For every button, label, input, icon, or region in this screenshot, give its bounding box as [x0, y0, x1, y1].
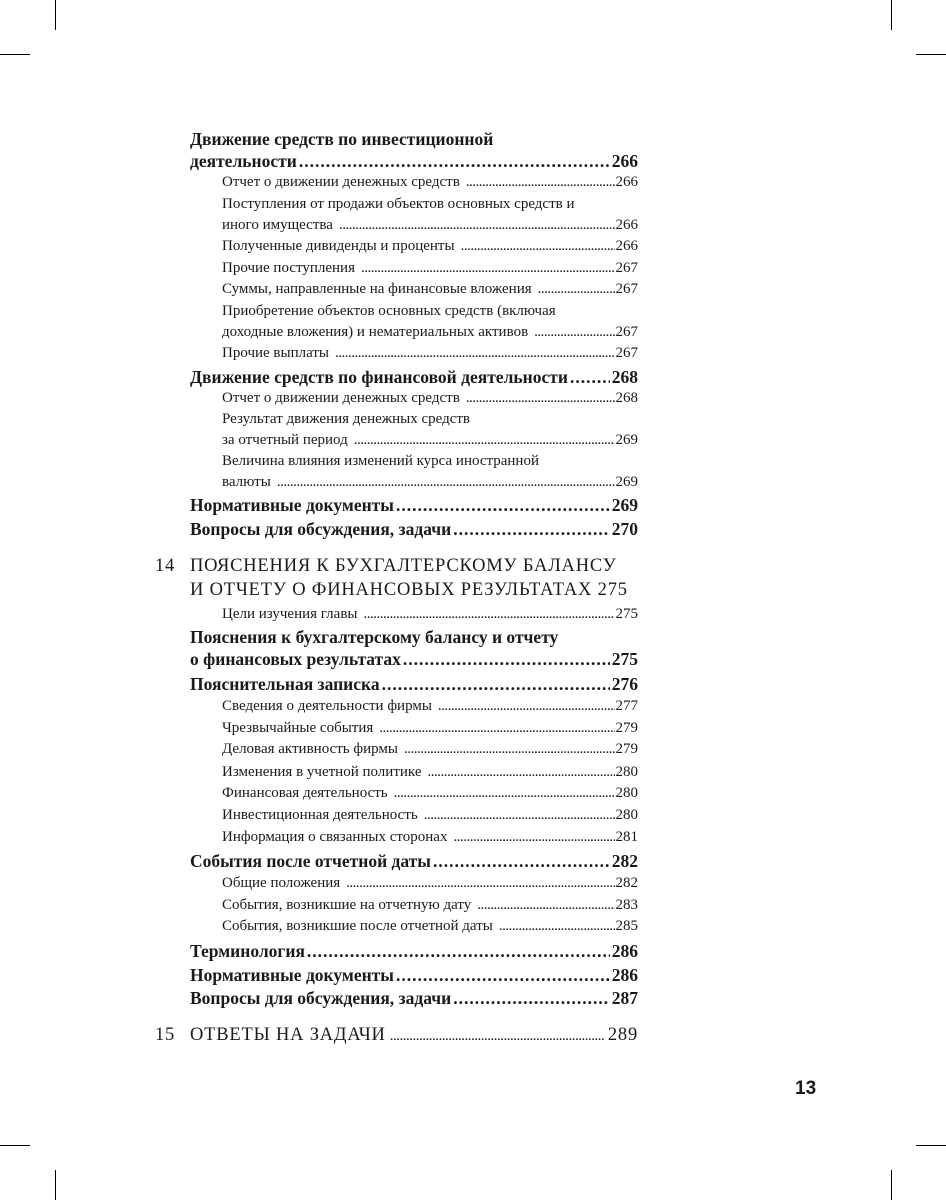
dot-leader	[534, 322, 614, 343]
toc-chapter-15[interactable]	[155, 1023, 638, 1047]
toc-subsection-events-after-date[interactable]	[222, 916, 638, 937]
toc-entry-title: Инвестиционная деятельность	[222, 807, 418, 823]
crop-mark-bottom-right	[891, 1170, 892, 1200]
toc-subsection-other-payments[interactable]	[222, 343, 638, 364]
toc-entry-title: о финансовых результатах	[190, 649, 401, 669]
toc-entry-title: События, возникшие на отчетную дату	[222, 897, 472, 913]
toc-entry-title: Деловая активность фирмы	[222, 741, 398, 757]
toc-page-number: 266	[611, 151, 638, 171]
toc-entry-title: Результат движения денежных средств	[222, 411, 471, 427]
crop-mark-right-bottom	[916, 1145, 946, 1146]
toc-chapter-14[interactable]	[155, 554, 638, 602]
chapter-title: И ОТЧЕТУ О ФИНАНСОВЫХ РЕЗУЛЬТАТАХ	[190, 580, 593, 600]
toc-page-number: 287	[611, 988, 638, 1008]
toc-page-number: 275	[611, 649, 638, 669]
dot-leader	[307, 940, 610, 962]
toc-page-number: 281	[615, 829, 638, 845]
toc-page-number: 267	[615, 260, 638, 276]
toc-page-number: 267	[615, 345, 638, 361]
dot-leader	[453, 827, 614, 848]
toc-entry-title: Изменения в учетной политике	[222, 764, 422, 780]
toc-subsection-proceeds-from-sale[interactable]	[222, 194, 638, 236]
toc-subsection-cash-flow-report[interactable]	[222, 172, 638, 193]
toc-entry-title: Вопросы для обсуждения, задачи	[190, 988, 452, 1008]
toc-section-terminology[interactable]	[190, 940, 638, 962]
dot-leader	[396, 964, 610, 986]
toc-page-number: 280	[615, 764, 638, 780]
toc-section-questions[interactable]	[190, 518, 638, 540]
toc-entry-title: Финансовая деятельность	[222, 785, 388, 801]
dot-leader	[461, 236, 615, 257]
toc-entry-title: Приобретение объектов основных средств (включая	[222, 303, 556, 319]
toc-page-number: 282	[611, 851, 638, 871]
dot-leader	[438, 696, 615, 717]
dot-leader	[361, 258, 615, 279]
toc-entry-title: Нормативные документы	[190, 965, 394, 985]
dot-leader	[346, 873, 614, 894]
dot-leader	[335, 343, 615, 364]
toc-entry-title: Суммы, направленные на финансовые вложения	[222, 281, 532, 297]
dot-leader	[299, 150, 610, 172]
toc-subsection-financial-investments[interactable]	[222, 279, 638, 300]
toc-page-number: 279	[615, 720, 638, 736]
toc-subsection-related-parties[interactable]	[222, 827, 638, 848]
toc-subsection-fixed-assets-acquisition[interactable]	[222, 301, 638, 343]
toc-page-number: 275	[615, 606, 638, 622]
dot-leader	[364, 604, 615, 625]
toc-section-regulatory-documents[interactable]	[190, 964, 638, 986]
toc-subsection-financial-activity[interactable]	[222, 783, 638, 804]
toc-entry-title: Прочие поступления	[222, 260, 355, 276]
chapter-number: 15	[155, 1025, 176, 1045]
toc-entry-title: Вопросы для обсуждения, задачи	[190, 519, 452, 539]
toc-entry-title: Пояснения к бухгалтерскому балансу и отчету	[190, 627, 559, 647]
dot-leader	[277, 472, 615, 493]
dot-leader	[339, 215, 615, 236]
toc-section-explanations[interactable]	[190, 626, 638, 670]
toc-subsection-company-info[interactable]	[222, 696, 638, 717]
toc-page-number: 279	[615, 741, 638, 757]
toc-page-number: 280	[615, 807, 638, 823]
toc-entry-title: доходные вложения) и нематериальных активов	[222, 324, 529, 340]
dot-leader	[394, 783, 615, 804]
toc-page-number: 267	[615, 281, 638, 297]
toc-entry-title: Величина влияния изменений курса иностранной	[222, 453, 539, 469]
toc-subsection-other-receipts[interactable]	[222, 258, 638, 279]
toc-page-number: 269	[615, 474, 638, 490]
dot-leader	[354, 430, 615, 451]
toc-page-number: 276	[611, 674, 638, 694]
toc-entry-title: События, возникшие после отчетной даты	[222, 918, 493, 934]
dot-leader	[466, 388, 615, 409]
toc-page-number: 282	[615, 875, 638, 891]
dot-leader	[396, 494, 610, 516]
toc-page-number: 266	[615, 238, 638, 254]
dot-leader	[477, 895, 614, 916]
toc-page-number: 277	[615, 698, 638, 714]
crop-mark-bottom-left	[55, 1170, 56, 1200]
toc-entry-title: Полученные дивиденды и проценты	[222, 238, 455, 254]
toc-entry-title: Движение средств по инвестиционной	[190, 129, 494, 149]
toc-subsection-accounting-policy-changes[interactable]	[222, 762, 638, 783]
toc-entry-title: Нормативные документы	[190, 495, 394, 515]
dot-leader	[453, 518, 610, 540]
chapter-title: ПОЯСНЕНИЯ К БУХГАЛТЕРСКОМУ БАЛАНСУ	[190, 556, 617, 576]
page-number: 13	[795, 1078, 817, 1099]
dot-leader	[538, 279, 615, 300]
toc-page-number: 266	[615, 217, 638, 233]
toc-section-questions[interactable]	[190, 987, 638, 1009]
toc-subsection-cash-flow-result[interactable]	[222, 409, 638, 451]
toc-subsection-chapter-goals[interactable]	[222, 604, 638, 625]
dot-leader	[466, 172, 615, 193]
toc-page-number: 269	[611, 495, 638, 515]
toc-subsection-dividends[interactable]	[222, 236, 638, 257]
toc-page-number: 268	[611, 367, 638, 387]
toc-section-investment-activity[interactable]	[190, 128, 638, 172]
toc-entry-title: Информация о связанных сторонах	[222, 829, 448, 845]
chapter-number: 14	[155, 556, 176, 576]
toc-subsection-business-activity[interactable]	[222, 739, 638, 760]
toc-entry-title: Чрезвычайные события	[222, 720, 374, 736]
toc-entry-title: События после отчетной даты	[190, 851, 431, 871]
toc-entry-title: валюты	[222, 474, 271, 490]
dot-leader	[390, 1024, 604, 1048]
dot-leader	[379, 718, 614, 739]
dot-leader	[403, 648, 610, 670]
toc-page-number: 280	[615, 785, 638, 801]
dot-leader	[499, 916, 615, 937]
toc-section-regulatory-documents[interactable]	[190, 494, 638, 516]
crop-mark-left-top	[0, 54, 30, 55]
toc-entry-title: Терминология	[190, 941, 305, 961]
dot-leader	[453, 987, 610, 1009]
toc-subsection-exchange-rate-effect[interactable]	[222, 451, 638, 493]
toc-entry-title: деятельности	[190, 151, 297, 171]
toc-entry-title: Общие положения	[222, 875, 341, 891]
toc-page-number: 289	[607, 1025, 638, 1045]
toc-entry-title: Прочие выплаты	[222, 345, 329, 361]
toc-subsection-cash-flow-report[interactable]	[222, 388, 638, 409]
toc-entry-title: Цели изучения главы	[222, 606, 358, 622]
toc-entry-title: за отчетный период	[222, 432, 348, 448]
toc-entry-title: Отчет о движении денежных средств	[222, 390, 460, 406]
toc-page-number: 285	[615, 918, 638, 934]
crop-mark-top-right	[891, 0, 892, 30]
toc-entry-title: иного имущества	[222, 217, 333, 233]
toc-section-subsequent-events[interactable]	[190, 850, 638, 872]
toc-page-number: 286	[611, 965, 638, 985]
toc-page-number: 286	[611, 941, 638, 961]
toc-entry-title: Пояснительная записка	[190, 674, 380, 694]
chapter-title: ОТВЕТЫ НА ЗАДАЧИ	[190, 1025, 386, 1045]
dot-leader	[424, 805, 615, 826]
toc-page-number: 283	[615, 897, 638, 913]
toc-subsection-general-provisions[interactable]	[222, 873, 638, 894]
crop-mark-top-left	[55, 0, 56, 30]
toc-entry-title: Отчет о движении денежных средств	[222, 174, 460, 190]
dot-leader	[427, 762, 614, 783]
toc-entry-title: Сведения о деятельности фирмы	[222, 698, 432, 714]
toc-section-explanatory-note[interactable]	[190, 673, 638, 695]
dot-leader	[570, 366, 610, 388]
toc-page-number: 269	[615, 432, 638, 448]
toc-subsection-events-at-date[interactable]	[222, 895, 638, 916]
toc-page-number: 275	[597, 580, 628, 600]
toc-entry-title: Поступления от продажи объектов основных средств и	[222, 196, 575, 212]
crop-mark-right-top	[916, 54, 946, 55]
dot-leader	[433, 850, 610, 872]
toc-page-number: 266	[615, 174, 638, 190]
toc-entry-title: Движение средств по финансовой деятельности	[190, 367, 568, 387]
toc-subsection-emergency-events[interactable]	[222, 718, 638, 739]
toc-page-number: 268	[615, 390, 638, 406]
toc-page-number: 270	[611, 519, 638, 539]
toc-section-financing-activity[interactable]	[190, 366, 638, 388]
dot-leader	[404, 739, 615, 760]
toc-subsection-investment-activity[interactable]	[222, 805, 638, 826]
toc-page-number: 267	[615, 324, 638, 340]
dot-leader	[382, 673, 610, 695]
crop-mark-left-bottom	[0, 1145, 30, 1146]
